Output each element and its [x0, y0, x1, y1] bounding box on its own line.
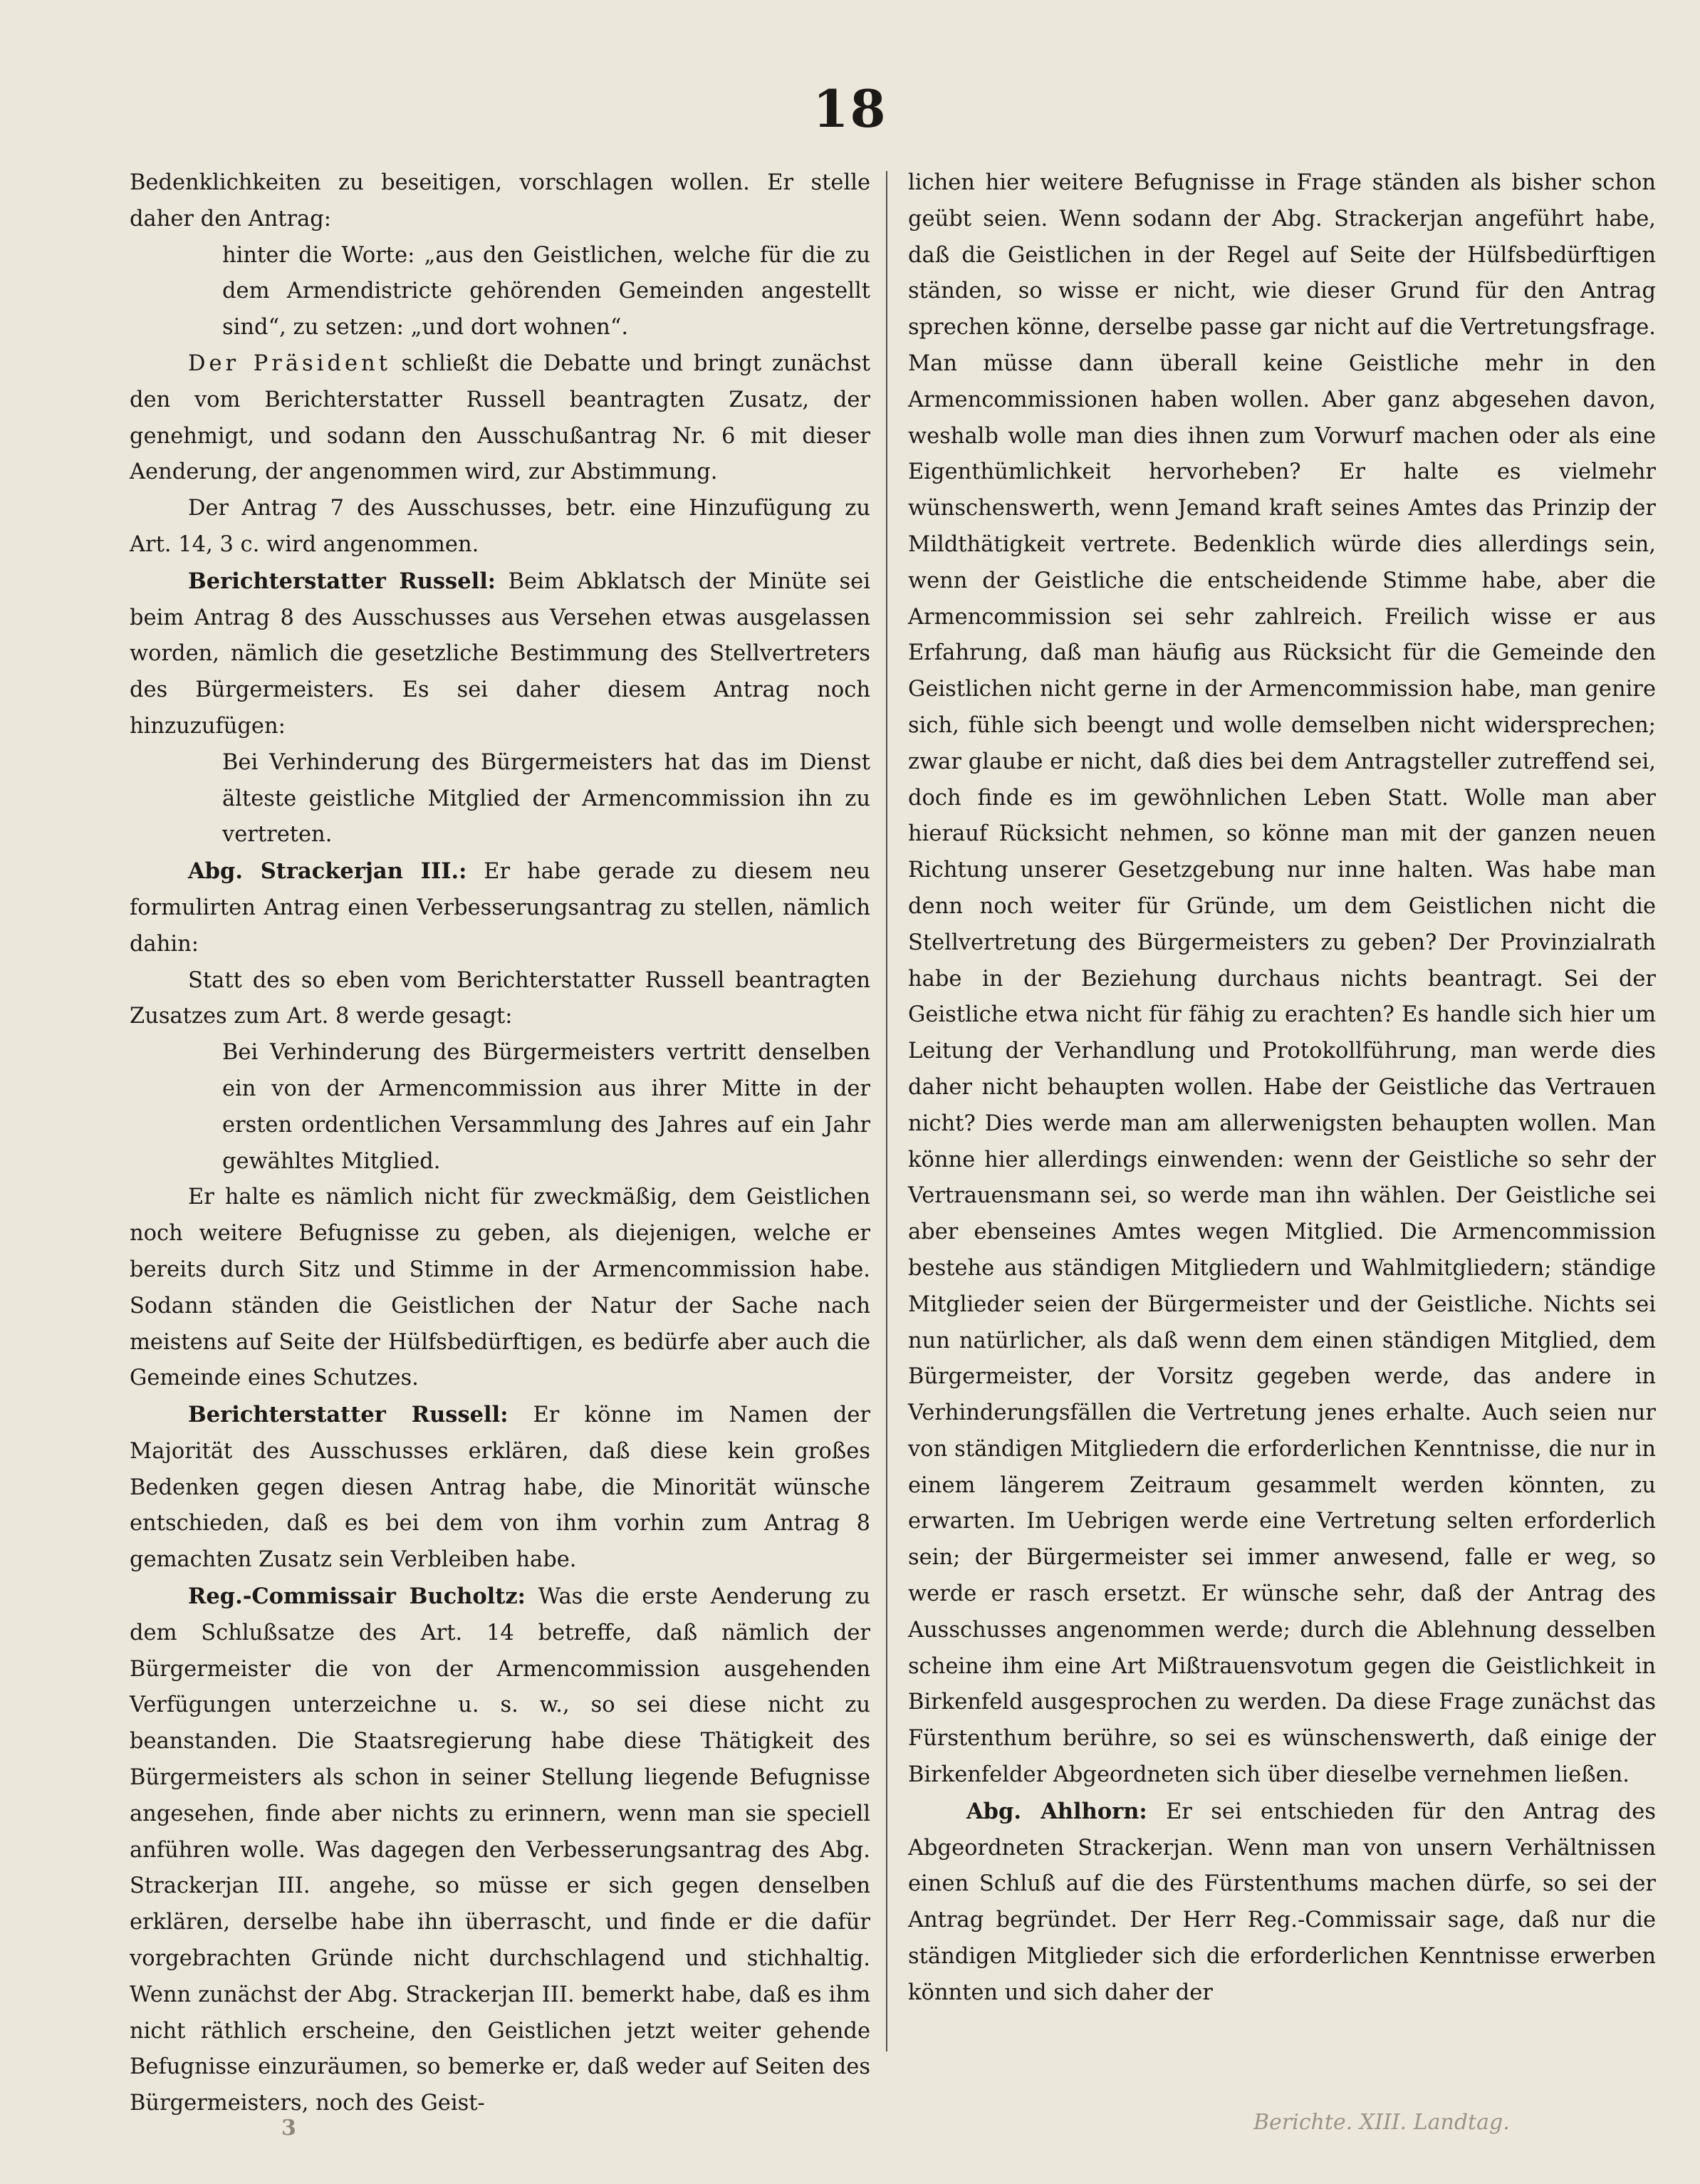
signature-mark: 3 — [281, 2116, 296, 2141]
paragraph-text: Bei Verhinderung des Bürgermeisters hat das im Dienst älteste geistliche Mitglied der Armencommission ihn zu vertreten. — [222, 749, 870, 848]
paragraph-text: schließt die Debatte und bringt zunächst den vom Berichterstatter Russell beantragten Zusatz, der genehmigt, und sodann den Ausschußantrag Nr. 6 mit dieser Aenderung, der angenommen wird, zur Abstimmung. — [130, 350, 870, 485]
paragraph-text: Der Antrag 7 des Ausschusses, betr. eine Hinzufügung zu Art. 14, 3 c. wird angenommen. — [130, 496, 870, 557]
paragraph — [130, 1579, 870, 2122]
paragraph-text: Er habe gerade zu diesem neu formulirten Antrag einen Verbesserungsantrag zu stellen, nämlich dahin: — [130, 859, 871, 957]
speaker-name: Reg.-Commissair Bucholtz: — [188, 1584, 526, 1610]
right-text-column — [908, 165, 1656, 2012]
paragraph-text: Bei Verhinderung des Bürgermeisters vertritt denselben ein von der Armencommission aus ihrer Mitte in der ersten ordentlichen Versammlung des Jahres auf ein Jahr gewähltes Mitglied. — [222, 1040, 870, 1174]
paragraph-text: Er sei entschieden für den Antrag des Abgeordneten Strackerjan. Wenn man von unsern Verhältnissen einen Schluß auf die des Fürstenthums machen dürfe, so sei der Antrag begründet. Der Herr Reg.-Commissair sage, daß nur die ständigen Mitglieder sich die erforderlichen Kenntnisse erwerben könnten und sich daher der — [908, 1799, 1656, 2005]
quoted-motion — [130, 238, 870, 346]
paragraph — [130, 1180, 870, 1397]
left-text-column — [130, 165, 870, 2122]
quoted-motion — [130, 1035, 870, 1180]
speaker-name: Berichterstatter Russell: — [188, 568, 496, 594]
paragraph — [130, 165, 870, 238]
speaker-name: Berichterstatter Russell: — [188, 1402, 509, 1428]
paragraph-text: lichen hier weitere Befugnisse in Frage ständen als bisher schon geübt seien. Wenn sodann der Abg. Strackerjan angeführt habe, daß die Geistlichen in der Regel auf Seite der Hülfsbedürftigen ständen, so wisse er nicht, wie dieser Grund für den Antrag sprechen könne, derselbe passe gar nicht auf die Vertretungsfrage. Man müsse dann überall keine Geistliche mehr in den Armencommissionen haben wollen. Aber ganz abgesehen davon, weshalb wolle man dies ihnen zum Vorwurf machen oder als eine Eigenthümlichkeit hervorheben? Er halte es vielmehr wünschenswerth, wenn Jemand kraft seines Amtes das Prinzip der Mildthätigkeit vertrete. Bedenklich würde dies allerdings sein, wenn der Geistliche die entscheidende Stimme habe, aber die Armencommission sei sehr zahlreich. Freilich wisse er aus Erfahrung, daß man häufig aus Rücksicht für die Gemeinde den Geistlichen nicht gerne in der Armencommission habe, man genire sich, fühle sich beengt und wolle demselben nicht widersprechen; zwar glaube er nicht, daß dies bei dem Antragsteller zutreffend sei, doch finde es im gewöhnlichen Leben Statt. Wolle man aber hierauf Rücksicht nehmen, so könne man mit der ganzen neuen Richtung unserer Gesetzgebung nur inne halten. Was habe man denn noch weiter für Gründe, um dem Geistlichen nicht die Stellvertretung des Bürgermeisters zu geben? Der Provinzialrath habe in der Beziehung durchaus nichts beantragt. Sei der Geistliche etwa nicht für fähig zu erachten? Es handle sich hier um Leitung der Verhandlung und Protokollführung, man werde dies daher nicht behaupten wollen. Habe der Geistliche das Vertrauen nicht? Dies werde man am allerwenigsten behaupten wollen. Man könne hier allerdings einwenden: wenn der Geistliche so sehr der Vertrauensmann sei, so werde man ihn wählen. Der Geistliche sei aber ebenseines Amtes wegen Mitglied. Die Armencommission bestehe aus ständigen Mitgliedern und Wahlmitgliedern; ständige Mitglieder seien der Bürgermeister und der Geistliche. Nichts sei nun natürlicher, als daß wenn dem einen ständigen Mitglied, dem Bürgermeister, der Vorsitz gegeben werde, das andere in Verhinderungsfällen die Vertretung jenes erhalte. Auch seien nur von ständigen Mitgliedern die erforderlichen Kenntnisse, die nur in einem längerem Zeitraum gesammelt werden könnten, zu erwarten. Im Uebrigen werde eine Vertretung selten erforderlich sein; der Bürgermeister sei immer anwesend, falle er weg, so werde er rasch ersetzt. Er wünsche sehr, daß der Antrag des Ausschusses angenommen werde; durch die Ablehnung desselben scheine ihm eine Art Mißtrauensvotum gegen die Geistlichkeit in Birkenfeld ausgesprochen zu werden. Da diese Frage zunächst das Fürstenthum berühre, so sei es wünschenswerth, daß einige der Birkenfelder Abgeordneten sich über dieselbe vernehmen ließen. — [908, 170, 1656, 1788]
paragraph-text: Statt des so eben vom Berichterstatter Russell beantragten Zusatzes zum Art. 8 werde gesagt: — [130, 967, 870, 1029]
column-divider — [886, 171, 887, 2052]
paragraph-text: Beim Abklatsch der Minüte sei beim Antrag 8 des Ausschusses aus Versehen etwas ausgelassen worden, nämlich die gesetzliche Bestimmung des Stellvertreters des Bürgermeisters. Es sei daher diesem Antrag noch hinzuzufügen: — [130, 568, 870, 739]
paragraph — [908, 165, 1656, 1794]
paragraph-text: Er könne im Namen der Majorität des Ausschusses erklären, daß diese kein großes Bedenken gegen diesen Antrag habe, die Minorität wünsche entschieden, daß es bei dem von ihm vorhin zum Antrag 8 gemachten Zusatz sein Verbleiben habe. — [130, 1403, 870, 1573]
paragraph-text: Er halte es nämlich nicht für zweckmäßig, dem Geistlichen noch weitere Befugnisse zu geben, als diejenigen, welche er bereits durch Sitz und Stimme in der Armencommission habe. Sodann ständen die Geistlichen der Natur der Sache nach meistens auf Seite der Hülfsbedürftigen, es bedürfe aber auch die Gemeinde eines Schutzes. — [130, 1185, 870, 1391]
paragraph — [130, 563, 870, 745]
speaker-name: Der Präsident — [188, 350, 391, 376]
paragraph — [130, 346, 870, 491]
paragraph-text: hinter die Worte: „aus den Geistlichen, welche für die zu dem Armendistricte gehörenden Gemeinden angestellt sind“, zu setzen: „und dort wohnen“. — [222, 242, 870, 340]
paragraph — [130, 963, 870, 1036]
footer-running-title: Berichte. XIII. Landtag. — [1253, 2110, 1510, 2135]
paragraph — [130, 1397, 870, 1579]
speaker-name: Abg. Ahlhorn: — [966, 1798, 1147, 1824]
paragraph — [130, 853, 870, 962]
paragraph — [908, 1794, 1656, 2012]
paragraph — [130, 491, 870, 563]
page-number: 18 — [813, 78, 887, 139]
speaker-name: Abg. Strackerjan III.: — [188, 858, 467, 885]
quoted-motion — [130, 745, 870, 853]
paragraph-text: Bedenklichkeiten zu beseitigen, vorschlagen wollen. Er stelle daher den Antrag: — [130, 170, 870, 232]
paragraph-text: Was die erste Aenderung zu dem Schlußsatze des Art. 14 betreffe, daß nämlich der Bürgermeister die von der Armencommission ausgehenden Verfügungen unterzeichne u. s. w., so sei diese nicht zu beanstanden. Die Staatsregierung habe diese Thätigkeit des Bürgermeisters als schon in seiner Stellung liegende Befugnisse angesehen, finde aber nichts zu erinnern, wenn man sie speciell anführen wolle. Was dagegen den Verbesserungsantrag des Abg. Strackerjan III. angehe, so müsse er sich gegen denselben erklären, derselbe habe ihn überrascht, und finde er die dafür vorgebrachten Gründe nicht durchschlagend und stichhaltig. Wenn zunächst der Abg. Strackerjan III. bemerkt habe, daß es ihm nicht räthlich erscheine, den Geistlichen jetzt weiter gehende Befugnisse einzuräumen, so bemerke er, daß weder auf Seiten des Bürgermeisters, noch des Geist- — [130, 1584, 871, 2116]
